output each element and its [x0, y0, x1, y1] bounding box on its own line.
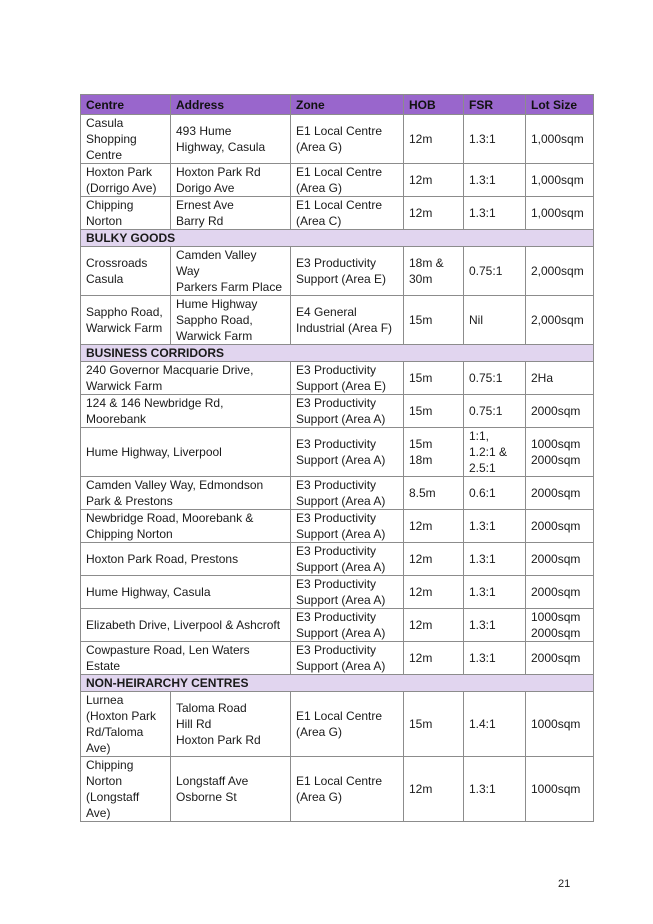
cell-lot-size: 1000sqm 2000sqm — [526, 609, 594, 642]
cell-hob: 15m 18m — [404, 428, 464, 477]
cell-lot-size: 2000sqm — [526, 510, 594, 543]
cell-hob: 15m — [404, 362, 464, 395]
cell-address: Longstaff Ave Osborne St — [171, 757, 291, 822]
cell-zone: E3 Productivity Support (Area A) — [291, 642, 404, 675]
cell-location: 124 & 146 Newbridge Rd, Moorebank — [81, 395, 291, 428]
cell-hob: 12m — [404, 576, 464, 609]
cell-fsr: 1.3:1 — [464, 543, 526, 576]
table-row — [81, 477, 594, 510]
cell-hob: 12m — [404, 642, 464, 675]
cell-hob: 12m — [404, 197, 464, 230]
cell-address: Taloma Road Hill Rd Hoxton Park Rd — [171, 692, 291, 757]
cell-location: Hoxton Park Road, Prestons — [81, 543, 291, 576]
cell-hob: 15m — [404, 692, 464, 757]
cell-hob: 12m — [404, 757, 464, 822]
table-row — [81, 362, 594, 395]
cell-centre: Lurnea (Hoxton Park Rd/Taloma Ave) — [81, 692, 171, 757]
cell-lot-size: 2Ha — [526, 362, 594, 395]
section-label: BUSINESS CORRIDORS — [81, 345, 594, 362]
cell-location: Hume Highway, Casula — [81, 576, 291, 609]
table-row — [81, 576, 594, 609]
header-hob: HOB — [404, 95, 464, 115]
cell-lot-size: 1,000sqm — [526, 115, 594, 164]
cell-centre: Casula Shopping Centre — [81, 115, 171, 164]
cell-hob: 18m & 30m — [404, 247, 464, 296]
cell-hob: 12m — [404, 115, 464, 164]
cell-lot-size: 2000sqm — [526, 642, 594, 675]
cell-fsr: 1.3:1 — [464, 510, 526, 543]
cell-fsr: Nil — [464, 296, 526, 345]
cell-lot-size: 1000sqm — [526, 692, 594, 757]
cell-hob: 12m — [404, 510, 464, 543]
table-row — [81, 757, 594, 822]
cell-zone: E3 Productivity Support (Area A) — [291, 395, 404, 428]
cell-fsr: 1.3:1 — [464, 757, 526, 822]
cell-zone: E1 Local Centre (Area G) — [291, 164, 404, 197]
cell-fsr: 1.3:1 — [464, 576, 526, 609]
cell-hob: 12m — [404, 609, 464, 642]
header-centre: Centre — [81, 95, 171, 115]
cell-centre: Crossroads Casula — [81, 247, 171, 296]
cell-zone: E1 Local Centre (Area C) — [291, 197, 404, 230]
cell-address: Camden Valley Way Parkers Farm Place — [171, 247, 291, 296]
cell-lot-size: 2,000sqm — [526, 296, 594, 345]
cell-zone: E3 Productivity Support (Area A) — [291, 576, 404, 609]
cell-lot-size: 2000sqm — [526, 477, 594, 510]
cell-address: 493 Hume Highway, Casula — [171, 115, 291, 164]
section-row — [81, 345, 594, 362]
table-row — [81, 510, 594, 543]
table-row — [81, 115, 594, 164]
cell-fsr: 0.75:1 — [464, 395, 526, 428]
cell-location: Camden Valley Way, Edmondson Park & Prestons — [81, 477, 291, 510]
table-header-row — [81, 95, 594, 115]
table-row — [81, 247, 594, 296]
cell-zone: E3 Productivity Support (Area E) — [291, 362, 404, 395]
cell-address: Hoxton Park Rd Dorigo Ave — [171, 164, 291, 197]
header-lot-size: Lot Size — [526, 95, 594, 115]
cell-zone: E1 Local Centre (Area G) — [291, 115, 404, 164]
cell-zone: E3 Productivity Support (Area E) — [291, 247, 404, 296]
page-number: 21 — [558, 878, 571, 890]
cell-centre: Hoxton Park (Dorrigo Ave) — [81, 164, 171, 197]
cell-location: 240 Governor Macquarie Drive, Warwick Farm — [81, 362, 291, 395]
cell-zone: E3 Productivity Support (Area A) — [291, 510, 404, 543]
cell-fsr: 0.75:1 — [464, 247, 526, 296]
cell-lot-size: 2000sqm — [526, 576, 594, 609]
cell-zone: E3 Productivity Support (Area A) — [291, 428, 404, 477]
header-address: Address — [171, 95, 291, 115]
cell-location: Newbridge Road, Moorebank & Chipping Norton — [81, 510, 291, 543]
table-row — [81, 395, 594, 428]
table-row — [81, 428, 594, 477]
cell-zone: E1 Local Centre (Area G) — [291, 757, 404, 822]
section-row — [81, 230, 594, 247]
cell-fsr: 0.75:1 — [464, 362, 526, 395]
section-row — [81, 675, 594, 692]
cell-fsr: 0.6:1 — [464, 477, 526, 510]
cell-fsr: 1.3:1 — [464, 609, 526, 642]
cell-fsr: 1.3:1 — [464, 115, 526, 164]
planning-controls-table — [80, 94, 594, 822]
cell-zone: E3 Productivity Support (Area A) — [291, 609, 404, 642]
table-row — [81, 197, 594, 230]
cell-fsr: 1.3:1 — [464, 197, 526, 230]
table-row — [81, 543, 594, 576]
table-row — [81, 296, 594, 345]
cell-zone: E3 Productivity Support (Area A) — [291, 543, 404, 576]
cell-location: Hume Highway, Liverpool — [81, 428, 291, 477]
cell-fsr: 1:1, 1.2:1 & 2.5:1 — [464, 428, 526, 477]
cell-lot-size: 1000sqm — [526, 757, 594, 822]
cell-hob: 12m — [404, 543, 464, 576]
cell-lot-size: 2,000sqm — [526, 247, 594, 296]
cell-hob: 15m — [404, 296, 464, 345]
table-row — [81, 609, 594, 642]
header-zone: Zone — [291, 95, 404, 115]
section-label: BULKY GOODS — [81, 230, 594, 247]
table-row — [81, 642, 594, 675]
cell-lot-size: 1,000sqm — [526, 197, 594, 230]
section-label: NON-HEIRARCHY CENTRES — [81, 675, 594, 692]
cell-lot-size: 1,000sqm — [526, 164, 594, 197]
table-body — [81, 115, 594, 822]
cell-centre: Chipping Norton (Longstaff Ave) — [81, 757, 171, 822]
table-row — [81, 692, 594, 757]
cell-hob: 12m — [404, 164, 464, 197]
cell-lot-size: 2000sqm — [526, 395, 594, 428]
cell-lot-size: 2000sqm — [526, 543, 594, 576]
cell-fsr: 1.3:1 — [464, 642, 526, 675]
cell-centre: Sappho Road, Warwick Farm — [81, 296, 171, 345]
cell-location: Elizabeth Drive, Liverpool & Ashcroft — [81, 609, 291, 642]
table-row — [81, 164, 594, 197]
cell-hob: 8.5m — [404, 477, 464, 510]
cell-location: Cowpasture Road, Len Waters Estate — [81, 642, 291, 675]
cell-address: Hume Highway Sappho Road, Warwick Farm — [171, 296, 291, 345]
cell-fsr: 1.4:1 — [464, 692, 526, 757]
cell-address: Ernest Ave Barry Rd — [171, 197, 291, 230]
cell-lot-size: 1000sqm 2000sqm — [526, 428, 594, 477]
cell-centre: Chipping Norton — [81, 197, 171, 230]
cell-zone: E4 General Industrial (Area F) — [291, 296, 404, 345]
header-fsr: FSR — [464, 95, 526, 115]
cell-hob: 15m — [404, 395, 464, 428]
cell-zone: E1 Local Centre (Area G) — [291, 692, 404, 757]
cell-fsr: 1.3:1 — [464, 164, 526, 197]
cell-zone: E3 Productivity Support (Area A) — [291, 477, 404, 510]
